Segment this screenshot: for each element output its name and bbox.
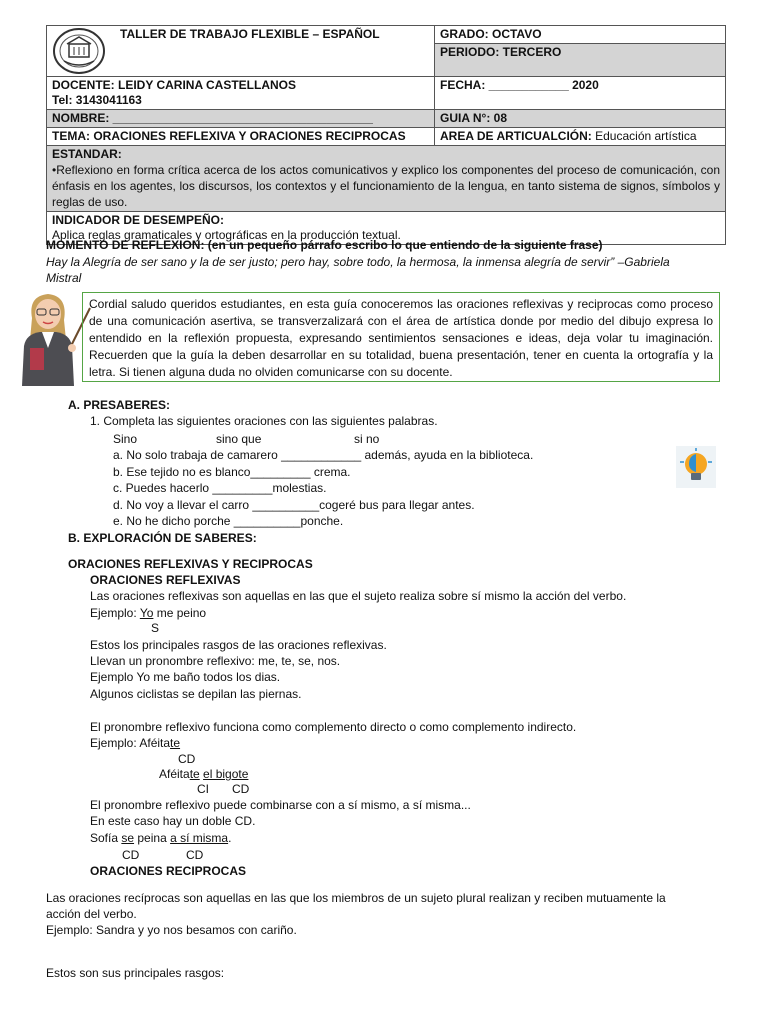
- rasgo-1: Llevan un pronombre reflexivo: me, te, se, nos.: [90, 654, 341, 668]
- subject-mark: S: [151, 621, 160, 635]
- area-value: Educación artística: [595, 129, 697, 143]
- word-option-3: si no: [354, 432, 380, 446]
- momento-title: MOMENTO DE REFLEXION: (en un pequeño párrafo escribo lo que entiendo de la siguiente frase): [46, 238, 603, 252]
- example-2: Ejemplo Yo me baño todos los dias.: [90, 670, 281, 684]
- exercise-a: a. No solo trabaja de camarero ____________ además, ayuda en la biblioteca.: [113, 448, 534, 462]
- area-label: AREA DE ARTICUALCIÓN:: [440, 129, 592, 143]
- exercise-c: c. Puedes hacerlo _________molestias.: [113, 481, 327, 495]
- exercise-b: b. Ese tejido no es blanco_________ crema.: [113, 465, 351, 479]
- estandar-label: ESTANDAR:: [52, 147, 122, 161]
- example-7: Ejemplo: Sandra y yo nos besamos con cariño.: [46, 923, 297, 937]
- reciprocas-definition-2: acción del verbo.: [46, 907, 137, 921]
- example-3: Algunos ciclistas se depilan las piernas.: [90, 687, 302, 701]
- tema: TEMA: ORACIONES REFLEXIVA Y ORACIONES RECIPROCAS: [47, 128, 435, 146]
- example-4: Ejemplo: Aféitate: [90, 736, 181, 750]
- cd-mark-3: CD: [122, 848, 140, 862]
- ci-mark: CI: [197, 782, 209, 796]
- quote-line-1: Hay la Alegría de ser sano y la de ser justo; pero hay, sobre todo, la hermosa, la inmensa alegría de servir” –Gabriela: [46, 255, 670, 269]
- word-option-2: sino que: [216, 432, 262, 446]
- reflexivas-title: ORACIONES REFLEXIVAS: [90, 573, 241, 587]
- guia-number: GUIA N°: 08: [435, 110, 726, 128]
- telefono: Tel: 3143041163: [52, 93, 142, 107]
- example-6: Sofía se peina a sí misma.: [90, 831, 232, 845]
- nombre-field[interactable]: NOMBRE: _______________________________________: [47, 110, 435, 128]
- workshop-title: TALLER DE TRABAJO FLEXIBLE – ESPAÑOL: [120, 27, 380, 41]
- rasgos-reflexivas: Estos los principales rasgos de las oraciones reflexivas.: [90, 638, 387, 652]
- presaberes-instruction: 1. Completa las siguientes oraciones con las siguientes palabras.: [90, 414, 438, 428]
- reciprocas-title: ORACIONES RECIPROCAS: [90, 864, 247, 878]
- exploracion-heading: B. EXPLORACIÓN DE SABERES:: [68, 531, 257, 545]
- indicador-text: Aplica reglas gramaticales y ortográficas en la producción textual.: [52, 228, 401, 242]
- periodo: PERIODO: TERCERO: [435, 44, 726, 77]
- docente: DOCENTE: LEIDY CARINA CASTELLANOS: [52, 78, 297, 92]
- cd-mark-4: CD: [186, 848, 204, 862]
- estandar-text: •Reflexiono en forma crítica acerca de los actos comunicativos y explico los componentes del proceso de comunicación, con énfasis en los agentes, los discursos, los contextos y el funcionamiento de la lengua, en tanto sistema de signos, símbolos y reglas de uso.: [52, 163, 720, 209]
- fecha-field[interactable]: FECHA: ____________ 2020: [435, 77, 726, 110]
- pronombre-funcion: El pronombre reflexivo funciona como complemento directo o como complemento indirecto.: [90, 720, 577, 734]
- section-title: ORACIONES REFLEXIVAS Y RECIPROCAS: [68, 557, 313, 571]
- example-1: Ejemplo: Yo me peino: [90, 606, 207, 620]
- doble-cd: En este caso hay un doble CD.: [90, 814, 256, 828]
- cd-mark-2: CD: [232, 782, 250, 796]
- exercise-e: e. No he dicho porche __________ponche.: [113, 514, 344, 528]
- reciprocas-definition-1: Las oraciones recíprocas son aquellas en las que los miembros de un sujeto plural realizan y reciben mutuamente la: [46, 891, 666, 905]
- quote-line-2: Mistral: [46, 271, 82, 285]
- combinacion: El pronombre reflexivo puede combinarse con a sí mismo, a sí misma...: [90, 798, 471, 812]
- rasgos-reciprocas: Estos son sus principales rasgos:: [46, 966, 225, 980]
- example-5: Aféitate el bigote: [159, 767, 249, 781]
- greeting-text: Cordial saludo queridos estudiantes, en esta guía conoceremos las oraciones reflexivas y reciprocas como proceso de una comunicación asertiva, se transverzalizará con el área de artística donde por medio del dibujo expresa lo entendido en la reflexión propuesta, expresando sentimientos sensaciones e ideas, deja volar tu imaginación. Recuerden que la guía la deben desarrollar en su totalidad, buena presentación, tener en cuenta la ortografía y la letra. Si tienen alguna duda no olviden comunicarse con su docente.: [89, 297, 713, 379]
- header-table: [46, 25, 726, 245]
- cd-mark-1: CD: [178, 752, 196, 766]
- teacher-illustration-icon: [10, 288, 92, 386]
- indicador-label: INDICADOR DE DESEMPEÑO:: [52, 213, 225, 227]
- school-logo-icon: [52, 27, 106, 75]
- greeting-box: [82, 292, 720, 382]
- exercise-d: d. No voy a llevar el carro __________cogeré bus para llegar antes.: [113, 498, 475, 512]
- reflexivas-definition: Las oraciones reflexivas son aquellas en las que el sujeto realiza sobre sí mismo la acción del verbo.: [90, 589, 627, 603]
- presaberes-heading: A. PRESABERES:: [68, 398, 171, 412]
- idea-bulb-icon: [676, 446, 716, 488]
- word-option-1: Sino: [113, 432, 138, 446]
- grado: GRADO: OCTAVO: [435, 26, 726, 44]
